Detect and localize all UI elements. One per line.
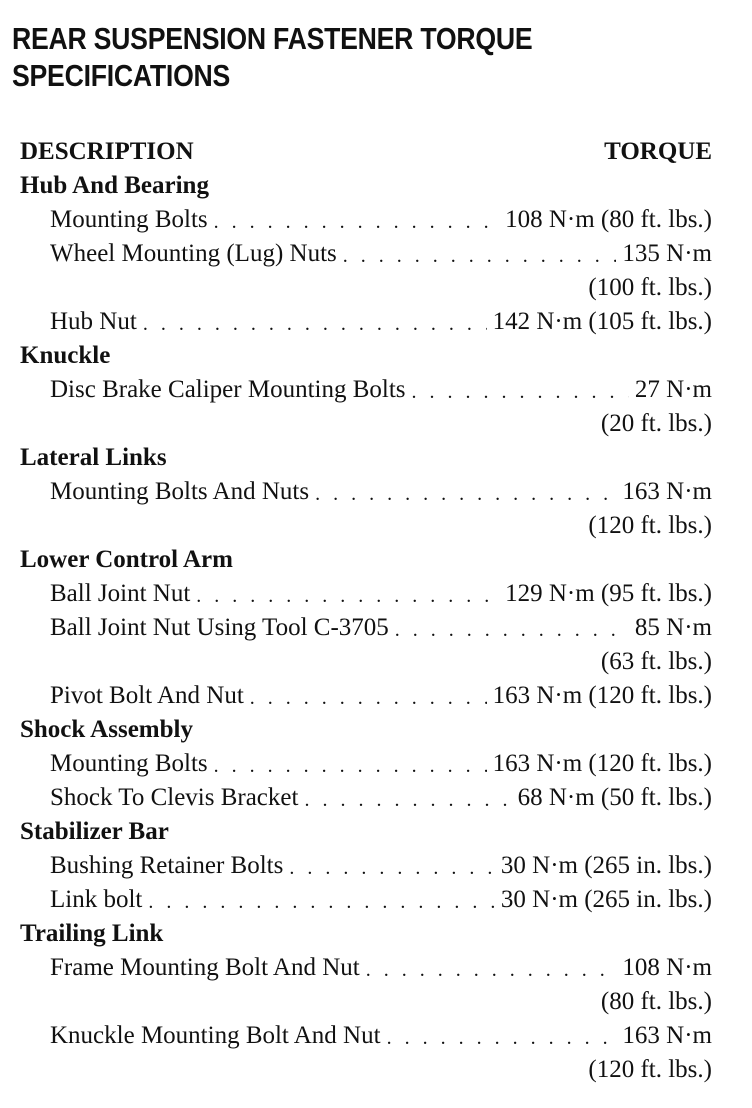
spec-torque-value: 163 N·m <box>622 478 712 505</box>
spec-torque-value: 135 N·m <box>622 240 712 267</box>
spec-torque-value: 30 N·m (265 in. lbs.) <box>500 852 712 879</box>
spec-torque-value: 163 N·m (120 ft. lbs.) <box>492 750 712 777</box>
spec-group <box>20 543 712 713</box>
spec-torque-value: 163 N·m <box>622 1022 712 1049</box>
spec-torque-value: 129 N·m (95 ft. lbs.) <box>505 580 712 607</box>
spec-torque-value: 30 N·m (265 in. lbs.) <box>500 886 712 913</box>
spec-description: Ball Joint Nut <box>50 580 191 607</box>
spec-torque-continuation: (120 ft. lbs.) <box>588 512 712 539</box>
spec-torque-value: 163 N·m (120 ft. lbs.) <box>492 682 712 709</box>
spec-item <box>20 849 712 883</box>
spec-group <box>20 441 712 543</box>
dot-leader <box>289 853 495 883</box>
spec-description: Mounting Bolts And Nuts <box>50 478 310 505</box>
spec-torque-continuation: (63 ft. lbs.) <box>600 648 712 675</box>
spec-torque-value: 142 N·m (105 ft. lbs.) <box>492 308 712 335</box>
table-header <box>20 135 712 169</box>
group-label: Stabilizer Bar <box>20 818 169 845</box>
spec-item <box>20 475 712 543</box>
spec-row <box>20 373 712 407</box>
dot-leader <box>148 887 495 917</box>
spec-torque-continuation: (120 ft. lbs.) <box>588 1056 712 1083</box>
dot-leader <box>412 377 629 407</box>
spec-item <box>20 577 712 611</box>
spec-description: Shock To Clevis Bracket <box>50 784 299 811</box>
spec-description: Hub Nut <box>50 308 137 335</box>
spec-description: Pivot Bolt And Nut <box>50 682 244 709</box>
spec-torque-value: 108 N·m <box>622 954 712 981</box>
spec-torque-continuation: (80 ft. lbs.) <box>600 988 712 1015</box>
spec-group <box>20 169 712 339</box>
spec-row <box>20 679 712 713</box>
spec-item <box>20 203 712 237</box>
spec-group <box>20 815 712 917</box>
spec-item <box>20 237 712 305</box>
torque-column-header: TORQUE <box>604 138 712 165</box>
dot-leader <box>315 479 616 509</box>
spec-description: Frame Mounting Bolt And Nut <box>50 954 360 981</box>
spec-row <box>20 577 712 611</box>
spec-row <box>20 883 712 917</box>
spec-item <box>20 611 712 679</box>
spec-row <box>20 849 712 883</box>
spec-item <box>20 747 712 781</box>
spec-item <box>20 305 712 339</box>
group-label: Shock Assembly <box>20 716 193 743</box>
spec-item <box>20 883 712 917</box>
spec-description: Knuckle Mounting Bolt And Nut <box>50 1022 381 1049</box>
spec-item <box>20 373 712 441</box>
description-column-header: DESCRIPTION <box>20 138 194 165</box>
spec-row <box>20 781 712 815</box>
spec-torque-value: 27 N·m <box>634 376 712 403</box>
dot-leader <box>304 785 511 815</box>
page-title <box>12 20 614 94</box>
spec-row <box>20 951 712 985</box>
group-label: Hub And Bearing <box>20 172 209 199</box>
dot-leader <box>214 207 499 237</box>
spec-row <box>20 237 712 271</box>
dot-leader <box>366 955 617 985</box>
spec-row <box>20 611 712 645</box>
spec-item <box>20 781 712 815</box>
spec-group <box>20 917 712 1087</box>
spec-description: Disc Brake Caliper Mounting Bolts <box>50 376 406 403</box>
dot-leader <box>343 241 617 271</box>
dot-leader <box>250 683 487 713</box>
spec-group <box>20 713 712 815</box>
group-label: Lateral Links <box>20 444 167 471</box>
spec-item <box>20 1019 712 1087</box>
spec-description: Link bolt <box>50 886 143 913</box>
dot-leader <box>143 309 487 339</box>
spec-row <box>20 747 712 781</box>
spec-torque-value: 68 N·m (50 ft. lbs.) <box>517 784 712 811</box>
title-line-1: REAR SUSPENSION FASTENER TORQUE <box>12 21 533 56</box>
spec-description: Wheel Mounting (Lug) Nuts <box>50 240 337 267</box>
dot-leader <box>196 581 499 611</box>
spec-row <box>20 1019 712 1053</box>
spec-row <box>20 475 712 509</box>
spec-torque-continuation: (20 ft. lbs.) <box>600 410 712 437</box>
spec-groups <box>20 169 712 1087</box>
group-label: Trailing Link <box>20 920 164 947</box>
spec-torque-continuation: (100 ft. lbs.) <box>588 274 712 301</box>
spec-description: Ball Joint Nut Using Tool C-3705 <box>50 614 389 641</box>
spec-item <box>20 679 712 713</box>
spec-torque-value: 85 N·m <box>634 614 712 641</box>
spec-row <box>20 305 712 339</box>
spec-group <box>20 339 712 441</box>
spec-row <box>20 203 712 237</box>
spec-description: Mounting Bolts <box>50 206 208 233</box>
dot-leader <box>387 1023 617 1053</box>
spec-torque-value: 108 N·m (80 ft. lbs.) <box>505 206 712 233</box>
spec-description: Mounting Bolts <box>50 750 208 777</box>
spec-description: Bushing Retainer Bolts <box>50 852 284 879</box>
dot-leader <box>214 751 487 781</box>
dot-leader <box>395 615 629 645</box>
torque-spec-table <box>20 135 712 1087</box>
group-label: Lower Control Arm <box>20 546 233 573</box>
group-label: Knuckle <box>20 342 111 369</box>
spec-item <box>20 951 712 1019</box>
title-line-2: SPECIFICATIONS <box>12 58 231 93</box>
